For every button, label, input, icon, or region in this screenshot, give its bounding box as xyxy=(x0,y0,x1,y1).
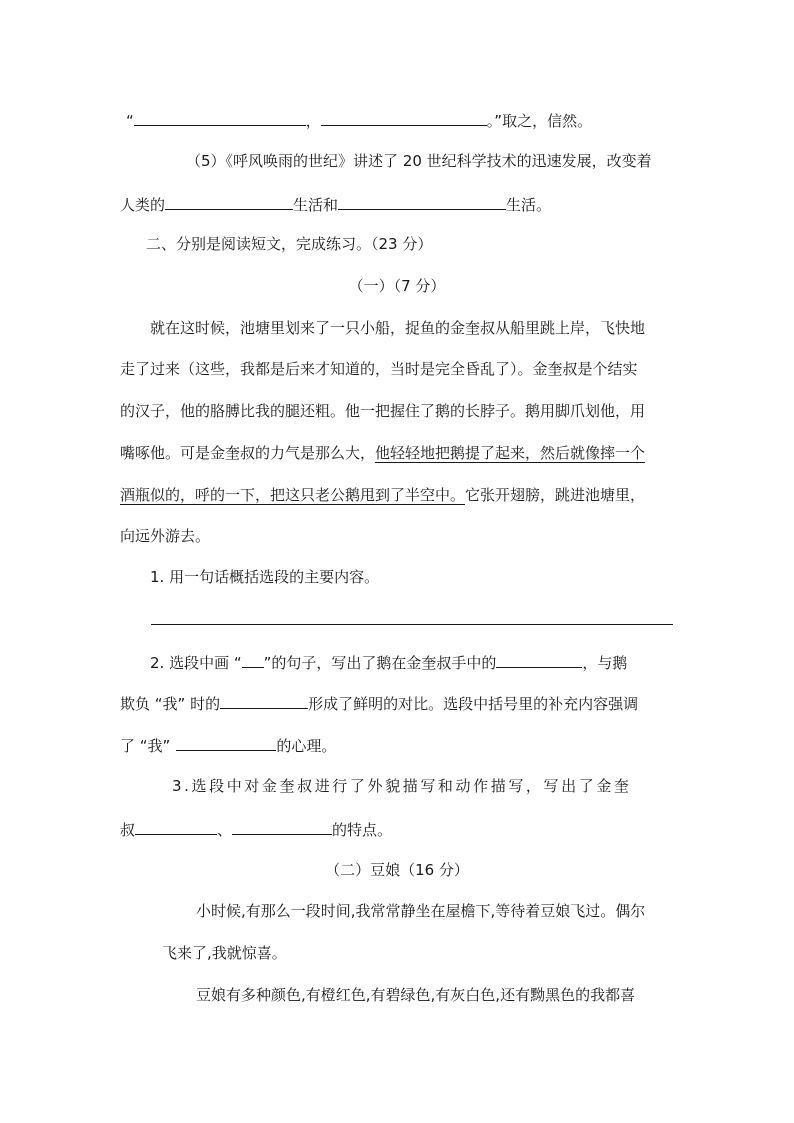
passage1-line1: 就在这时候，池塘里划来了一只小船，捉鱼的金奎叔从船里跳上岸，飞快地 xyxy=(150,319,646,337)
underlined-sentence: 他轻轻地把鹅提了起来，然后就像摔一个 xyxy=(375,444,646,462)
passage1-line6: 向远外游去。 xyxy=(120,527,211,545)
answer-blank[interactable] xyxy=(338,193,506,210)
q1-text: 1. 用一句话概括选段的主要内容。 xyxy=(150,568,380,586)
passage1-line5: 酒瓶似的，呼的一下，把这只老公鹅甩到了半空中。它张开翅膀，跳进池塘里， xyxy=(120,486,646,504)
answer-blank[interactable] xyxy=(176,734,276,751)
answer-blank[interactable] xyxy=(232,818,332,835)
part1-heading: （一）（7 分） xyxy=(348,277,446,295)
q3-line1: 3.选段中对金奎叔进行了外貌描写和动作描写，写出了金奎 xyxy=(172,777,632,795)
underlined-sentence: 酒瓶似的，呼的一下，把这只老公鹅甩到了半空中。 xyxy=(120,486,466,504)
q5-line1: （5）《呼风唤雨的世纪》讲述了 20 世纪科学技术的迅速发展，改变着 xyxy=(186,152,652,170)
q1-answer-line[interactable] xyxy=(151,624,673,625)
q5-line2: 人类的 生活和 生活。 xyxy=(120,193,551,215)
q2-line2: 欺负 “我” 时的 形成了鲜明的对比。选段中括号里的补充内容强调 xyxy=(120,692,638,714)
answer-blank[interactable] xyxy=(135,818,217,835)
passage2-line2: 飞来了,我就惊喜。 xyxy=(162,944,287,962)
q2-line3: 了 “我” 的心理。 xyxy=(120,734,336,756)
q3-line2: 叔 、 的特点。 xyxy=(120,818,392,840)
part2-heading: （二）豆娘（16 分） xyxy=(325,861,469,879)
passage1-line4: 嘴啄他。可是金奎叔的力气是那么大，他轻轻地把鹅提了起来，然后就像摔一个 xyxy=(120,444,646,462)
passage1-line2: 走了过来（这些，我都是后来才知道的，当时是完全昏乱了）。金奎叔是个结实 xyxy=(120,360,638,378)
passage2-line1: 小时候,有那么一段时间,我常常静坐在屋檐下,等待着豆娘飞过。偶尔 xyxy=(196,902,646,920)
answer-blank[interactable] xyxy=(321,109,487,126)
passage2-line3: 豆娘有多种颜色,有橙红色,有碧绿色,有灰白色,还有黝黑色的我都喜 xyxy=(196,986,636,1004)
passage1-line3: 的汉子，他的胳膊比我的腿还粗。他一把握住了鹅的长脖子。鹅用脚爪划他，用 xyxy=(120,402,646,420)
q4-tail-line: “ ， 。”取之，信然。 xyxy=(126,109,592,131)
answer-blank[interactable] xyxy=(496,651,582,668)
answer-blank xyxy=(242,651,264,668)
section2-heading: 二、分别是阅读短文，完成练习。（23 分） xyxy=(146,235,433,253)
answer-blank[interactable] xyxy=(220,692,308,709)
q2-line1: 2. 选段中画 “ ”的句子，写出了鹅在金奎叔手中的 ，与鹅 xyxy=(150,651,627,673)
answer-blank[interactable] xyxy=(165,193,293,210)
answer-blank[interactable] xyxy=(134,109,306,126)
